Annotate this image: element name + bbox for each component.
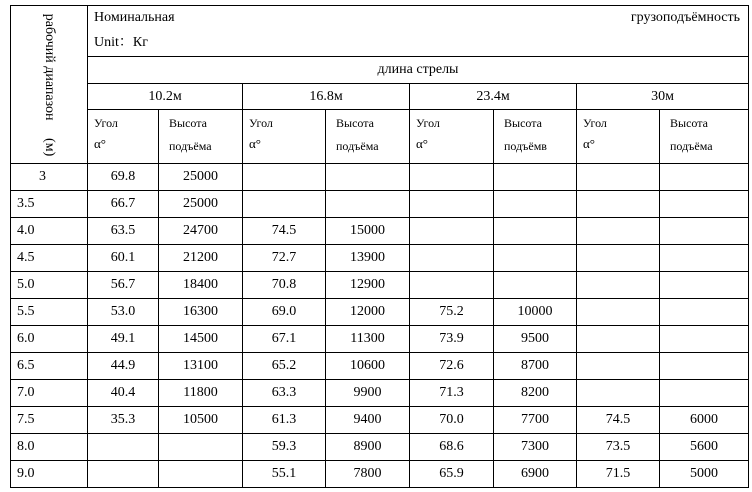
angle-cell: 53.0 (88, 299, 159, 326)
angle-cell (577, 272, 660, 299)
angle-unit-text: α° (249, 136, 262, 151)
angle-cell (410, 218, 494, 245)
load-cell (660, 326, 749, 353)
angle-header-2 (243, 110, 326, 164)
height-header-text-2: подъёма (670, 139, 713, 153)
load-cell: 10600 (326, 353, 410, 380)
table-row (11, 407, 749, 434)
load-cell (326, 164, 410, 191)
angle-header-text: Угол (249, 116, 273, 130)
height-header-text: Высота (169, 116, 207, 130)
load-cell: 5600 (660, 434, 749, 461)
load-chart-table (10, 5, 749, 488)
angle-cell: 56.7 (88, 272, 159, 299)
table-row (11, 218, 749, 245)
angle-cell (577, 218, 660, 245)
angle-cell: 71.3 (410, 380, 494, 407)
angle-cell: 73.5 (577, 434, 660, 461)
load-cell (159, 461, 243, 488)
load-cell (660, 299, 749, 326)
load-cell: 16300 (159, 299, 243, 326)
angle-cell (577, 245, 660, 272)
load-cell: 8700 (494, 353, 577, 380)
angle-cell (577, 353, 660, 380)
angle-cell: 75.2 (410, 299, 494, 326)
angle-cell: 35.3 (88, 407, 159, 434)
angle-cell: 65.9 (410, 461, 494, 488)
range-cell: 7.5 (11, 407, 88, 434)
working-range-unit: (м) (42, 137, 57, 156)
load-cell: 6000 (660, 407, 749, 434)
range-cell: 6.5 (11, 353, 88, 380)
load-cell: 6900 (494, 461, 577, 488)
load-cell (494, 191, 577, 218)
angle-unit-text: α° (416, 136, 429, 151)
angle-cell: 68.6 (410, 434, 494, 461)
angle-cell: 72.6 (410, 353, 494, 380)
load-cell: 15000 (326, 218, 410, 245)
angle-unit-text: α° (583, 136, 596, 151)
load-cell (660, 245, 749, 272)
angle-cell (410, 272, 494, 299)
angle-cell (88, 461, 159, 488)
load-cell: 7800 (326, 461, 410, 488)
angle-cell (410, 164, 494, 191)
load-cell: 5000 (660, 461, 749, 488)
table-row (11, 380, 749, 407)
angle-cell (577, 191, 660, 218)
load-cell: 25000 (159, 191, 243, 218)
angle-cell: 60.1 (88, 245, 159, 272)
load-cell: 9900 (326, 380, 410, 407)
load-cell: 13100 (159, 353, 243, 380)
load-cell (494, 272, 577, 299)
table-body (11, 164, 749, 488)
height-header-text-2: подъёма (336, 139, 379, 153)
load-cell (159, 434, 243, 461)
angle-cell: 72.7 (243, 245, 326, 272)
load-cell (494, 245, 577, 272)
load-cell (660, 380, 749, 407)
angle-cell: 69.0 (243, 299, 326, 326)
height-header-1 (159, 110, 243, 164)
load-cell: 21200 (159, 245, 243, 272)
boom-length-3: 23.4м (410, 84, 577, 110)
angle-cell: 70.8 (243, 272, 326, 299)
angle-cell (577, 299, 660, 326)
table-row (11, 353, 749, 380)
table-row (11, 434, 749, 461)
height-header-text: Высота (504, 116, 542, 130)
angle-header-1 (88, 110, 159, 164)
range-cell: 3 (11, 164, 88, 191)
angle-cell: 67.1 (243, 326, 326, 353)
table-row (11, 164, 749, 191)
angle-header-text: Угол (94, 116, 118, 130)
boom-length-2: 16.8м (243, 84, 410, 110)
table-row (11, 245, 749, 272)
angle-cell: 74.5 (243, 218, 326, 245)
boom-length-4: 30м (577, 84, 749, 110)
load-cell: 7700 (494, 407, 577, 434)
unit-label: Unit：Кг (94, 35, 148, 50)
range-cell: 5.5 (11, 299, 88, 326)
angle-cell (243, 191, 326, 218)
range-cell: 8.0 (11, 434, 88, 461)
height-header-2 (326, 110, 410, 164)
angle-header-text: Угол (583, 116, 607, 130)
angle-cell: 55.1 (243, 461, 326, 488)
angle-cell: 63.3 (243, 380, 326, 407)
load-cell: 10500 (159, 407, 243, 434)
angle-header-text: Угол (416, 116, 440, 130)
title-left: Номинальная (94, 10, 175, 25)
angle-unit-text: α° (94, 136, 107, 151)
angle-cell (577, 380, 660, 407)
angle-header-4 (577, 110, 660, 164)
table-row (11, 299, 749, 326)
height-header-text: Высота (336, 116, 374, 130)
angle-cell: 73.9 (410, 326, 494, 353)
height-header-text-2: подъёма (169, 139, 212, 153)
load-cell: 11800 (159, 380, 243, 407)
height-header-text-2: подъёмв (504, 139, 547, 153)
title-right: грузоподъёмность (630, 10, 741, 25)
title-cell (88, 6, 749, 57)
table-row (11, 191, 749, 218)
angle-cell: 71.5 (577, 461, 660, 488)
load-cell: 9500 (494, 326, 577, 353)
range-cell: 7.0 (11, 380, 88, 407)
working-range-header (11, 6, 88, 164)
angle-cell (410, 191, 494, 218)
range-cell: 6.0 (11, 326, 88, 353)
height-header-3 (494, 110, 577, 164)
angle-cell: 65.2 (243, 353, 326, 380)
load-cell (660, 272, 749, 299)
load-cell (660, 218, 749, 245)
angle-cell: 74.5 (577, 407, 660, 434)
load-cell: 9400 (326, 407, 410, 434)
angle-cell (243, 164, 326, 191)
load-cell (660, 191, 749, 218)
load-cell: 24700 (159, 218, 243, 245)
height-header-4 (660, 110, 749, 164)
angle-cell: 69.8 (88, 164, 159, 191)
working-range-label: рабочий диапазон (42, 13, 57, 121)
angle-cell: 66.7 (88, 191, 159, 218)
angle-cell: 40.4 (88, 380, 159, 407)
boom-length-1: 10.2м (88, 84, 243, 110)
angle-cell (577, 326, 660, 353)
angle-cell: 49.1 (88, 326, 159, 353)
load-cell: 7300 (494, 434, 577, 461)
load-cell (326, 191, 410, 218)
load-cell (494, 164, 577, 191)
load-cell: 18400 (159, 272, 243, 299)
range-cell: 9.0 (11, 461, 88, 488)
load-cell: 11300 (326, 326, 410, 353)
load-cell: 12000 (326, 299, 410, 326)
load-cell: 8900 (326, 434, 410, 461)
range-cell: 3.5 (11, 191, 88, 218)
load-cell: 12900 (326, 272, 410, 299)
range-cell: 4.0 (11, 218, 88, 245)
boom-length-header: длина стрелы (88, 57, 749, 84)
table-row (11, 461, 749, 488)
angle-cell: 59.3 (243, 434, 326, 461)
angle-header-3 (410, 110, 494, 164)
angle-cell (88, 434, 159, 461)
table-row (11, 272, 749, 299)
load-cell: 8200 (494, 380, 577, 407)
load-cell: 10000 (494, 299, 577, 326)
height-header-text: Высота (670, 116, 708, 130)
load-cell (660, 353, 749, 380)
load-cell: 25000 (159, 164, 243, 191)
angle-cell: 63.5 (88, 218, 159, 245)
load-cell: 14500 (159, 326, 243, 353)
angle-cell: 44.9 (88, 353, 159, 380)
load-cell: 13900 (326, 245, 410, 272)
angle-cell (577, 164, 660, 191)
range-cell: 4.5 (11, 245, 88, 272)
angle-cell: 61.3 (243, 407, 326, 434)
angle-cell (410, 245, 494, 272)
range-cell: 5.0 (11, 272, 88, 299)
load-cell (660, 164, 749, 191)
angle-cell: 70.0 (410, 407, 494, 434)
table-row (11, 326, 749, 353)
load-cell (494, 218, 577, 245)
